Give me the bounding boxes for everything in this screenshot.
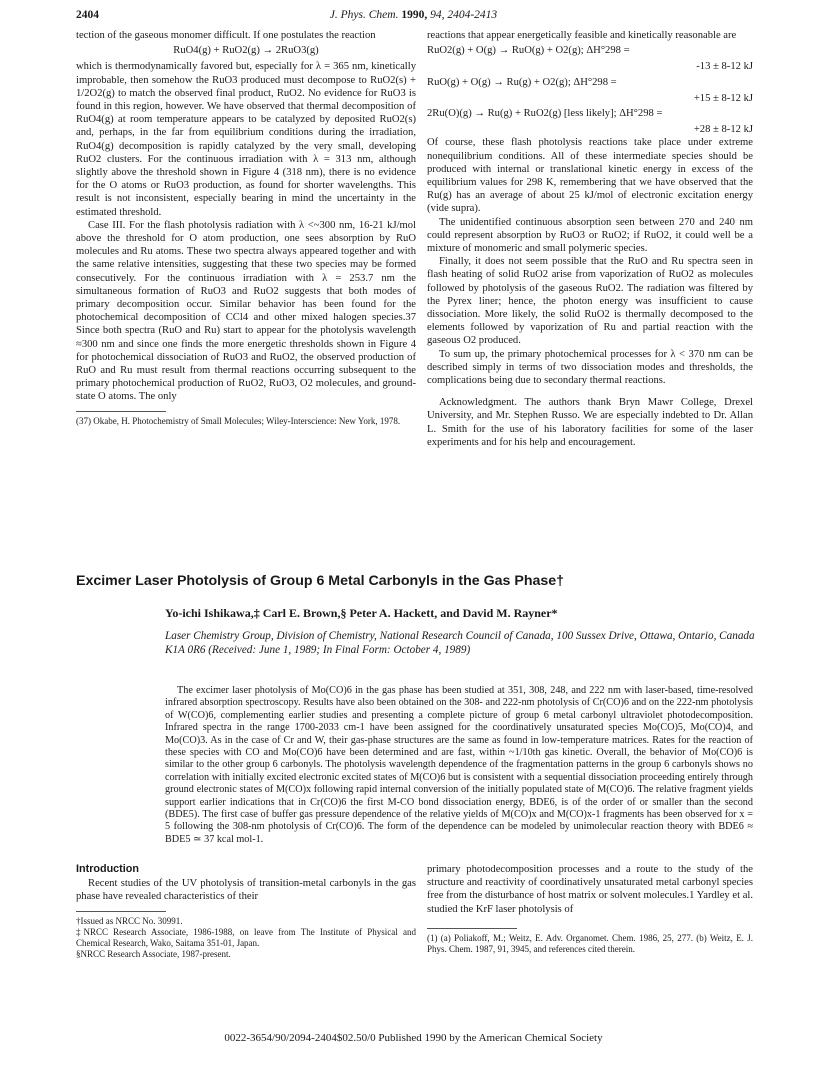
right-paragraph-5: To sum up, the primary photochemical processes for λ < 370 nm can be described simply in terms of two dissociation modes and thresholds, the complications being due to secondary thermal reactions. xyxy=(427,348,753,387)
right-equation-2: RuO(g) + O(g) → Ru(g) + O2(g); ΔH°298 = xyxy=(427,76,617,88)
right-paragraph-2: Of course, these flash photolysis reactions take place under extreme nonequilibrium conditions. All of these intermediate species should be produced with internal or translational kinetic energy in excess of the equilibrium values for 298 K, remembering that we have observed that the Ru(g) has an average of about 25 kJ/mol of electronic excitation energy (vide supra). xyxy=(427,137,753,215)
introduction-heading: Introduction xyxy=(76,863,139,875)
reference-1: (1) (a) Poliakoff, M.; Weitz, E. Adv. Organomet. Chem. 1986, 25, 277. (b) Weitz, E. J. Phys. Chem. 1987, 91, 3945, and references cited therein. xyxy=(427,932,753,954)
introduction-right xyxy=(427,863,753,955)
left-paragraph-1: tection of the gaseous monomer difficult. If one postulates the reaction xyxy=(76,30,376,41)
author-footnote-3: §NRCC Research Associate, 1987-present. xyxy=(76,948,231,959)
article-title: Excimer Laser Photolysis of Group 6 Metal Carbonyls in the Gas Phase† xyxy=(76,573,565,589)
right-equation-2-value: +15 ± 8-12 kJ xyxy=(693,92,753,104)
right-equation-3-value: +28 ± 8-12 kJ xyxy=(693,124,753,136)
right-paragraph-1: reactions that appear energetically feasible and kinetically reasonable are xyxy=(427,30,737,41)
article-authors: Yo-ichi Ishikawa,‡ Carl E. Brown,§ Peter A. Hackett, and David M. Rayner* xyxy=(165,606,558,620)
running-head xyxy=(0,9,827,21)
author-footnote-divider xyxy=(76,911,166,912)
introduction-left xyxy=(76,863,416,960)
author-footnote-1: †Issued as NRCC No. 30991. xyxy=(76,915,183,926)
article-abstract: The excimer laser photolysis of Mo(CO)6 in the gas phase has been studied at 351, 308, 248, and 222 nm with laser-based, time-resolved infrared absorption spectroscopy. Results have also been obtained on the 308- and 222-nm photolysis of Cr(CO)6 and on the 222-nm photolysis of W(CO)6, complementing earlier studies and presenting a complete picture of group 6 metal carbonyl ultraviolet photodecomposition. Infrared spectra in the range 1700-2033 cm-1 have been assigned for the coordinatively unsaturated species Mo(CO)5, Mo(CO)4, and Mo(CO)3. As in the case of Cr and W, their gas-phase structures are the same as found in low-temperature matrices. Rates for the reaction of these species with CO and Mo(CO)6 have been determined and are fast, within ~1/10th gas kinetic. Overall, the behavior of Mo(CO)6 is similar to the other group 6 carbonyls. The photolysis wavelength dependence of the fragmentation patterns in the group 6 carbonyls shows no correlation with initially excited electronic excited states of M(CO)6 but is consistent with a sequential dissociation proceeding entirely through ground electronic states of M(CO)x following rapid internal conversion of the initially populated state of M(CO)6. The relative fragment yields support earlier indications that in Cr(CO)6 the first M-CO bond dissociation energy, BDE6, is of the order of or smaller than the second (BDE5). The first case of buffer gas pressure dependence of the relative yields of M(CO)x and M(CO)x-1 fragments has been observed for x = 5 following the 308-nm photolysis of Cr(CO)6. The form of the dependence can be modeled by unimolecular reaction theory with BDE6 ≈ BDE5 ≃ 37 kcal mol-1. xyxy=(165,685,753,845)
introduction-text-right: primary photodecomposition processes and a route to the study of the structure and reactivity of coordinatively unsaturated metal carbonyl species free from the disturbance of host matrix or solvent molecules.1 Yardley et al. studied the KrF laser photolysis of xyxy=(427,864,753,915)
right-paragraph-3: The unidentified continuous absorption seen between 270 and 240 nm could represent absorption by RuO3 or RuO2; if RuO2, it could well be a mixture of monomeric and small polymeric species. xyxy=(427,216,753,255)
left-equation-1: RuO4(g) + RuO2(g) → 2RuO3(g) xyxy=(173,45,319,57)
right-paragraph-4: Finally, it does not seem possible that the RuO and Ru spectra seen in flash heating of solid RuO2 arise from vaporization of RuO2 as molecules followed by photolysis of the gaseous RuO2. The radiation was filtered by the Pyrex liner; hence, the photon energy was insufficient to cause dissociation. More likely, the solid RuO2 is thermally decomposed to the elements followed by vaporization of Ru and partial reaction with the gaseous O2 produced. xyxy=(427,256,753,347)
copyright-line: 0022-3654/90/2094-2404$02.50/0 Published 1990 by the American Chemical Society xyxy=(224,1032,603,1044)
page-number: 2404 xyxy=(76,9,99,21)
left-column xyxy=(76,29,416,427)
right-equation-1-value: -13 ± 8-12 kJ xyxy=(696,61,753,73)
reference-divider xyxy=(427,928,517,929)
article-affiliation: Laser Chemistry Group, Division of Chemistry, National Research Council of Canada, 100 Sussex Drive, Ottawa, Ontario, Canada K1A 0R6 (Received: June 1, 1989; In Final Form: October 4, 1989) xyxy=(165,630,755,656)
introduction-text-left: Recent studies of the UV photolysis of transition-metal carbonyls in the gas phase have revealed characteristics of their xyxy=(76,878,416,903)
footnote-divider xyxy=(76,411,166,412)
right-column xyxy=(427,29,753,449)
left-paragraph-3: Case III. For the flash photolysis radiation with λ <~300 nm, 16-21 kJ/mol above the threshold for O atom production, one sees absorption by RuO molecules and Ru atoms. These two spectra always appeared together and with the same relative intensities, suggesting that these two species may be formed consecutively. For the continuous irradiation with λ = 253.7 nm the simultaneous formation of RuO3 and RuO2 suggests that both modes of primary decomposition occur. Similar behavior has been found for the photochemical decomposition of CCl4 and other mixed halogen species.37 Since both spectra (RuO and Ru) start to appear for the photolysis wavelength ≈300 nm and since one finds the more energetic thresholds shown in Figure 4 for photochemical dissociation of RuO3 and RuO2, the observed production of RuO and Ru must result from thermal reactions occurring subsequent to the primary photochemical production of RuO2, RuO3, O2 molecules, and ground-state O atoms. The only xyxy=(76,219,416,403)
journal-volume-pages: 94, 2404-2413 xyxy=(430,9,498,21)
author-footnote-2: ‡NRCC Research Associate, 1986-1988, on leave from The Institute of Physical and Chemical Research, Wako, Saitama 351-01, Japan. xyxy=(76,926,416,948)
right-equation-1: RuO2(g) + O(g) → RuO(g) + O2(g); ΔH°298 = xyxy=(427,45,630,57)
acknowledgment: Acknowledgment. The authors thank Bryn Mawr College, Drexel University, and Mr. Stephen Russo. We are especially indebted to Dr. Allan L. Smith for the use of his laboratory facilities for some of the laser experiments and for his help and encouragement. xyxy=(427,397,753,448)
left-footnote-37: (37) Okabe, H. Photochemistry of Small Molecules; Wiley-Interscience: New York, 1978. xyxy=(76,415,401,426)
left-paragraph-2: which is thermodynamically favored but, especially for λ = 365 nm, kinetically improbable, then somehow the RuO3 produced must decompose to RuO2(s) + 1/2O2(g) to match the observed final product, RuO2. No evidence for RuO3 is found in this region, however. We have observed that thermal decomposition of RuO4(g) at room temperature appears to be catalyzed by deposited RuO2(s) and, perhaps, in the far from equilibrium conditions during the irradiation, RuO4(g) decomposition is rapidly catalyzed by the very small, developing RuO2 clusters. For the continuous irradiation with λ = 313 nm, although slightly above the threshold shown in Figure 4 (318 nm), there is no evidence for the O atoms or RuO3 production, as found for shorter wavelengths. This result is not inconsistent, especially bearing in mind the uncertainty in the estimated threshold. xyxy=(76,61,416,218)
journal-year: 1990, xyxy=(401,9,428,21)
journal-name: J. Phys. Chem. xyxy=(329,9,399,21)
right-equation-3: 2Ru(O)(g) → Ru(g) + RuO2(g) [less likely]; ΔH°298 = xyxy=(427,108,663,120)
